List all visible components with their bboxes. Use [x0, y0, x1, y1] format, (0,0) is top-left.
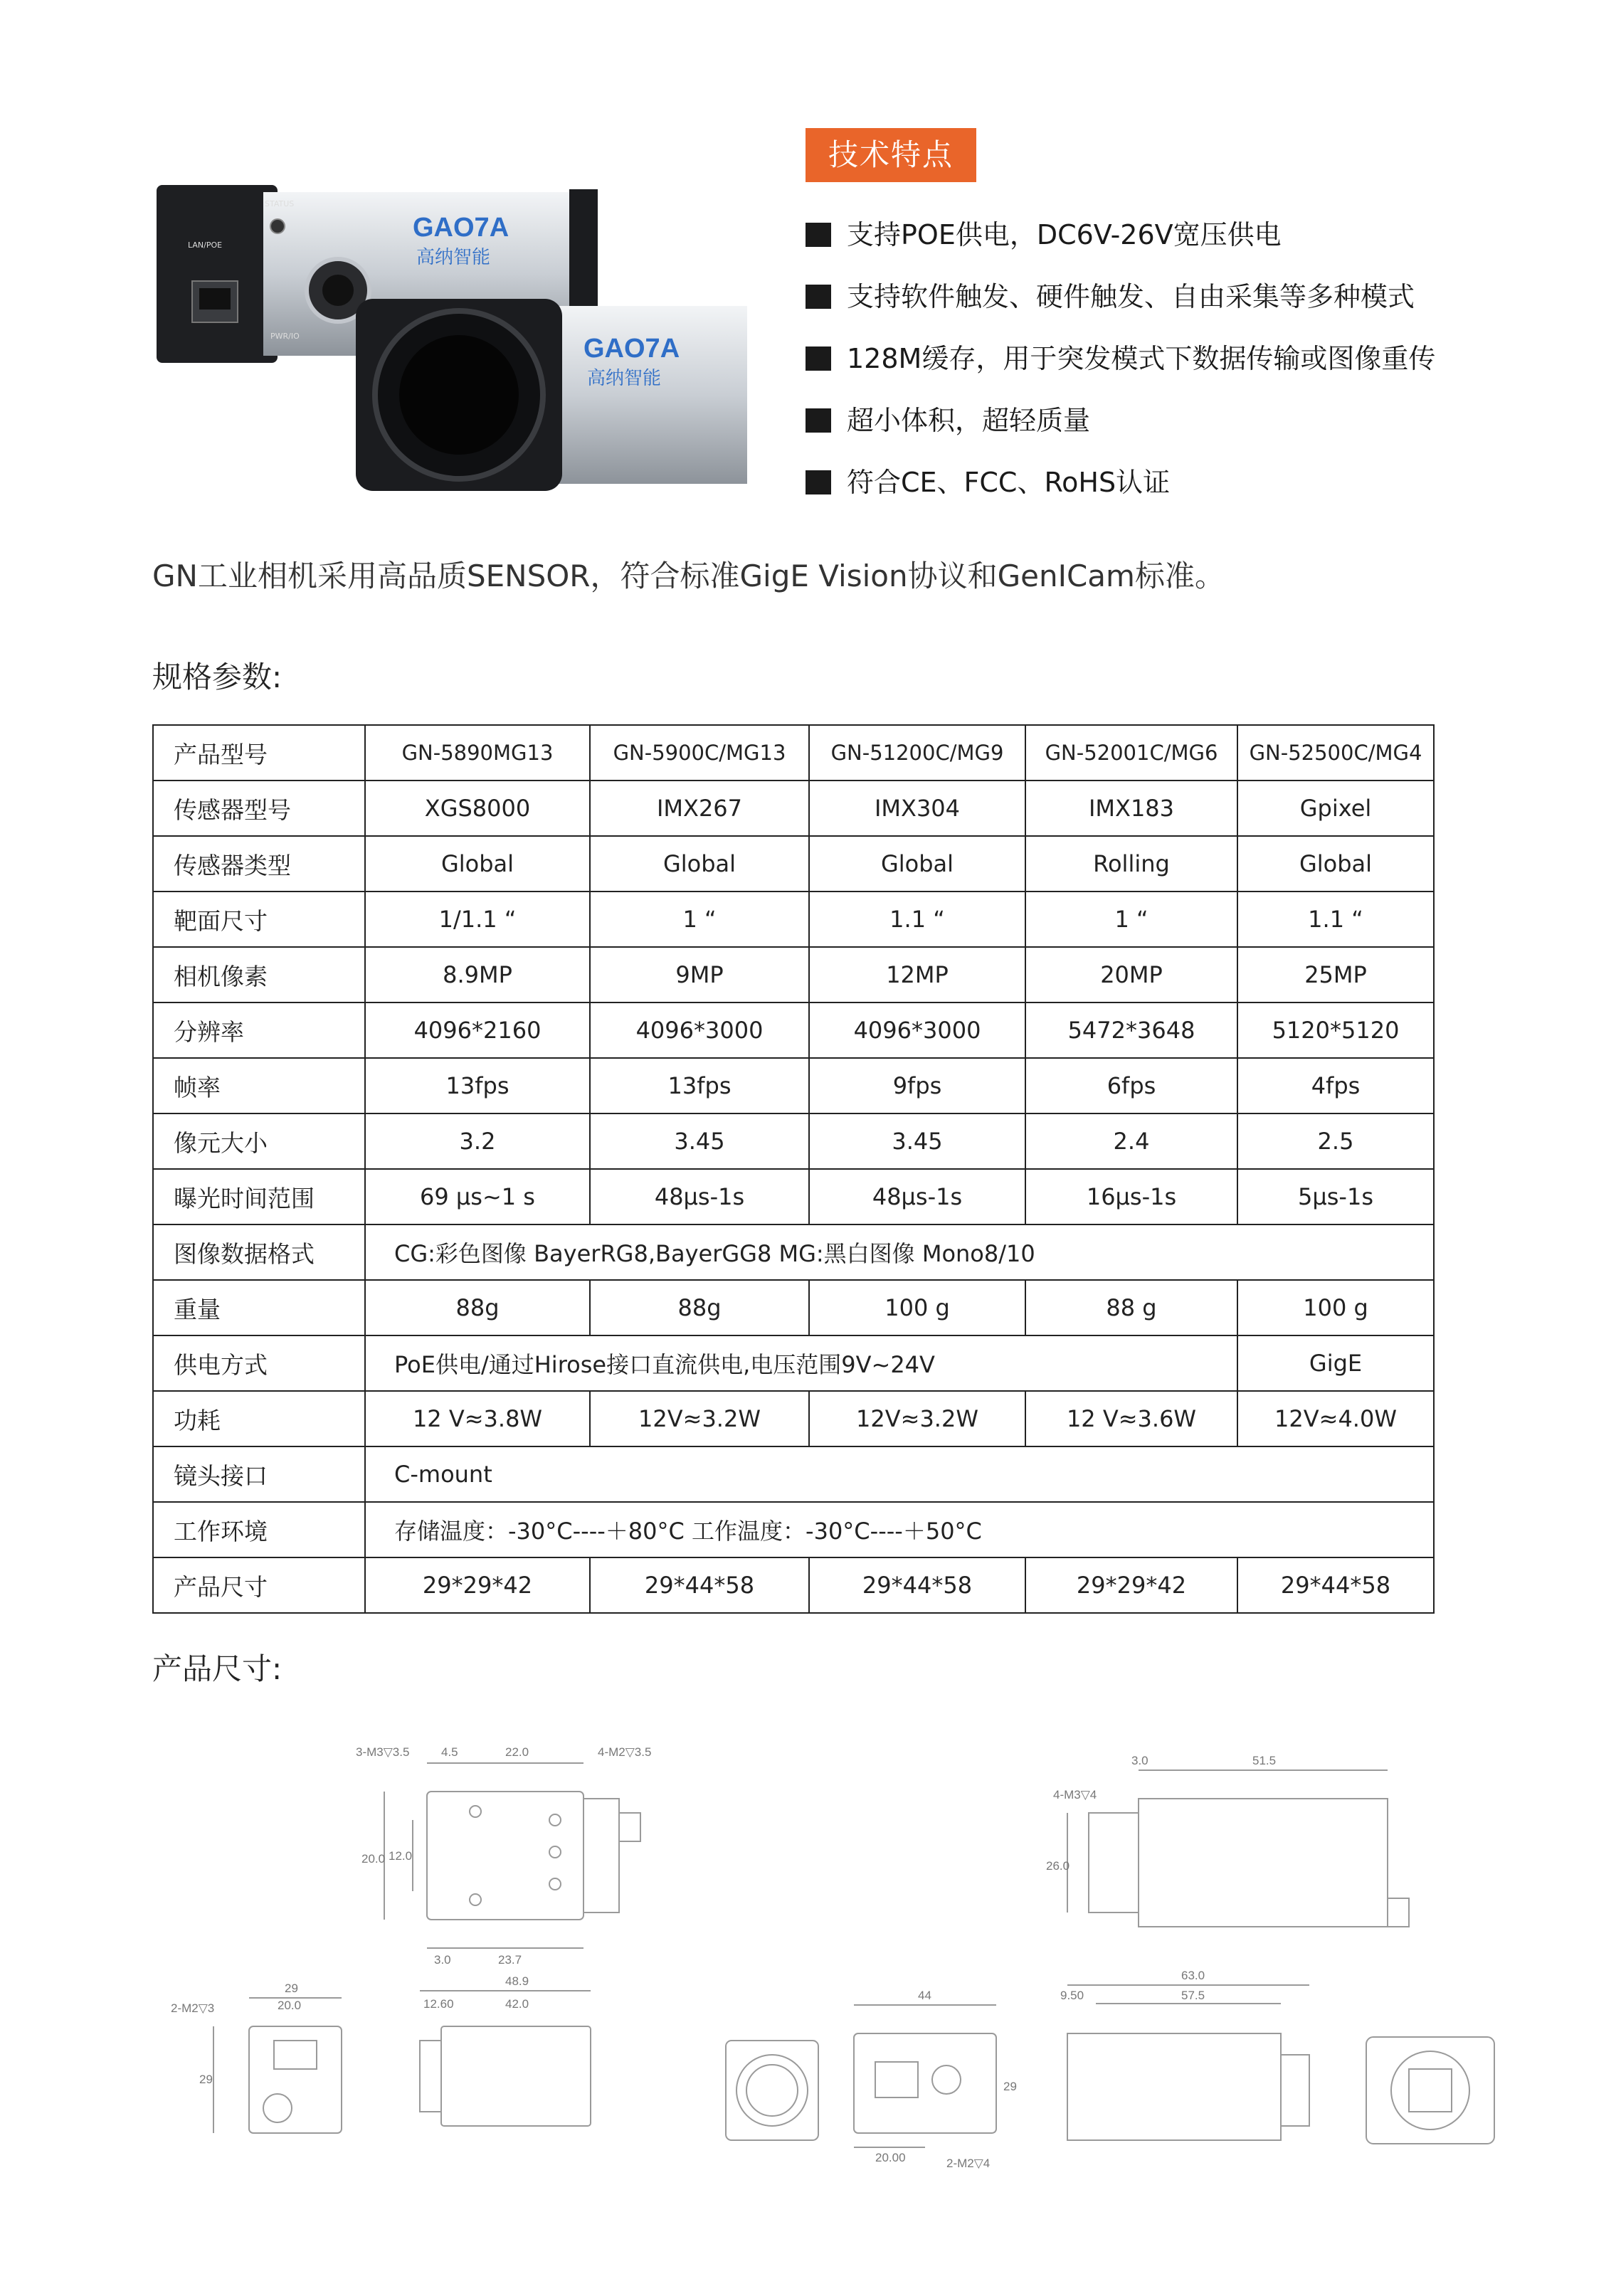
feature-item: 128M缓存，用于突发模式下数据传输或图像重传 [806, 337, 1435, 380]
dim-label: 42.0 [505, 1997, 529, 2011]
drawing-front-lens [726, 2041, 818, 2140]
drawing-rear-small [213, 1998, 342, 2133]
dim-label: 3.0 [434, 1953, 451, 1967]
bullet-square-icon [806, 408, 831, 433]
dim-label: 29 [1003, 2080, 1017, 2093]
feature-item: 支持软件触发、硬件触发、自由采集等多种模式 [806, 275, 1415, 318]
dim-label: 2-M2▽4 [946, 2157, 991, 2170]
dim-label: 12.0 [389, 1849, 413, 1863]
dim-label: 22.0 [505, 1745, 529, 1759]
table-row: 产品尺寸 29*29*42 29*44*58 29*44*58 29*29*42 29*44*58 [153, 1557, 1434, 1613]
logo-rear: GAO7A [413, 213, 509, 243]
drawing-rear-large [854, 2005, 996, 2147]
dim-label: 26.0 [1046, 1859, 1070, 1873]
table-row: 镜头接口 C-mount [153, 1446, 1434, 1502]
table-row: 相机像素 8.9MP 9MP 12MP 20MP 25MP [153, 947, 1434, 1002]
table-row: 像元大小 3.2 3.45 3.45 2.4 2.5 [153, 1113, 1434, 1169]
dim-label: 20.0 [278, 1999, 302, 2012]
dim-label: 4-M3▽4 [1053, 1788, 1097, 1802]
table-row: 供电方式 PoE供电/通过Hirose接口直流供电,电压范围9V~24V GigE [153, 1335, 1434, 1391]
intro-text: GN工业相机采用高品质SENSOR，符合标准GigE Vision协议和GenICam标准。 [152, 559, 1225, 593]
product-photo [142, 171, 783, 498]
feature-item: 超小体积，超轻质量 [806, 399, 1090, 442]
logo-front: GAO7A [583, 334, 680, 364]
table-row: 帧率 13fps 13fps 9fps 6fps 4fps [153, 1058, 1434, 1113]
status-label: STATUS [265, 199, 295, 208]
lan-label: LAN/POE [188, 240, 223, 250]
dim-label: 63.0 [1181, 1969, 1205, 1982]
table-row: 功耗 12 V≈3.8W 12V≈3.2W 12V≈3.2W 12 V≈3.6W 12V≈4.0W [153, 1391, 1434, 1446]
pwr-label: PWR/IO [270, 332, 300, 341]
dim-label: 4.5 [441, 1745, 458, 1759]
table-row: 图像数据格式 CG:彩色图像 BayerRG8,BayerGG8 MG:黑白图像 Mono8/10 [153, 1224, 1434, 1280]
dim-label: 51.5 [1252, 1754, 1277, 1767]
dim-label: 48.9 [505, 1974, 529, 1988]
drawing-side-view [1067, 1770, 1409, 1927]
table-row: 分辨率 4096*2160 4096*3000 4096*3000 5472*3648 5120*5120 [153, 1002, 1434, 1058]
dim-label: 20.00 [875, 2151, 906, 2164]
dim-label: 9.50 [1060, 1989, 1084, 2002]
logo-cn-rear: 高纳智能 [416, 247, 491, 268]
table-row: 靶面尺寸 1/1.1 “ 1 “ 1.1 “ 1 “ 1.1 “ [153, 892, 1434, 947]
table-row: 产品型号 GN-5890MG13 GN-5900C/MG13 GN-51200C/MG9 GN-52001C/MG6 GN-52500C/MG4 [153, 725, 1434, 781]
table-row: 重量 88g 88g 100 g 88 g 100 g [153, 1280, 1434, 1335]
feature-item: 支持POE供电，DC6V-26V宽压供电 [806, 213, 1282, 256]
dim-label: 2-M2▽3 [171, 2001, 215, 2015]
dim-label: 3.0 [1131, 1754, 1148, 1767]
dim-label: 44 [918, 1989, 931, 2002]
drawing-side-small [420, 1991, 591, 2126]
table-row: 传感器类型 Global Global Global Rolling Global [153, 836, 1434, 892]
dimensions-heading: 产品尺寸: [152, 1651, 282, 1686]
dimension-drawings [142, 1720, 1516, 2176]
dim-label: 3-M3▽3.5 [356, 1745, 410, 1759]
logo-cn-front: 高纳智能 [587, 368, 662, 389]
dim-label: 29 [199, 2073, 213, 2086]
dim-label: 12.60 [423, 1997, 454, 2011]
feature-item: 符合CE、FCC、RoHS认证 [806, 461, 1170, 504]
bullet-square-icon [806, 346, 831, 371]
drawing-top-view [384, 1763, 640, 1948]
drawing-side-large [1067, 1985, 1309, 2140]
camera-front-view [356, 299, 747, 491]
spec-heading: 规格参数: [152, 660, 282, 694]
dim-label: 23.7 [498, 1953, 522, 1967]
bullet-square-icon [806, 470, 831, 494]
table-row: 传感器型号 XGS8000 IMX267 IMX304 IMX183 Gpixel [153, 781, 1434, 836]
bullet-square-icon [806, 223, 831, 247]
dim-label: 4-M2▽3.5 [598, 1745, 652, 1759]
bullet-square-icon [806, 285, 831, 309]
drawing-front-large [1366, 2037, 1494, 2144]
dim-label: 29 [285, 1982, 298, 1995]
features-heading: 技术特点 [806, 128, 976, 182]
table-row: 工作环境 存储温度：-30°C----＋80°C 工作温度：-30°C----＋50°C [153, 1502, 1434, 1557]
spec-table [152, 724, 1433, 1614]
dim-label: 20.0 [361, 1852, 386, 1866]
dim-label: 57.5 [1181, 1989, 1205, 2002]
table-row: 曝光时间范围 69 µs~1 s 48µs-1s 48µs-1s 16µs-1s 5µs-1s [153, 1169, 1434, 1224]
